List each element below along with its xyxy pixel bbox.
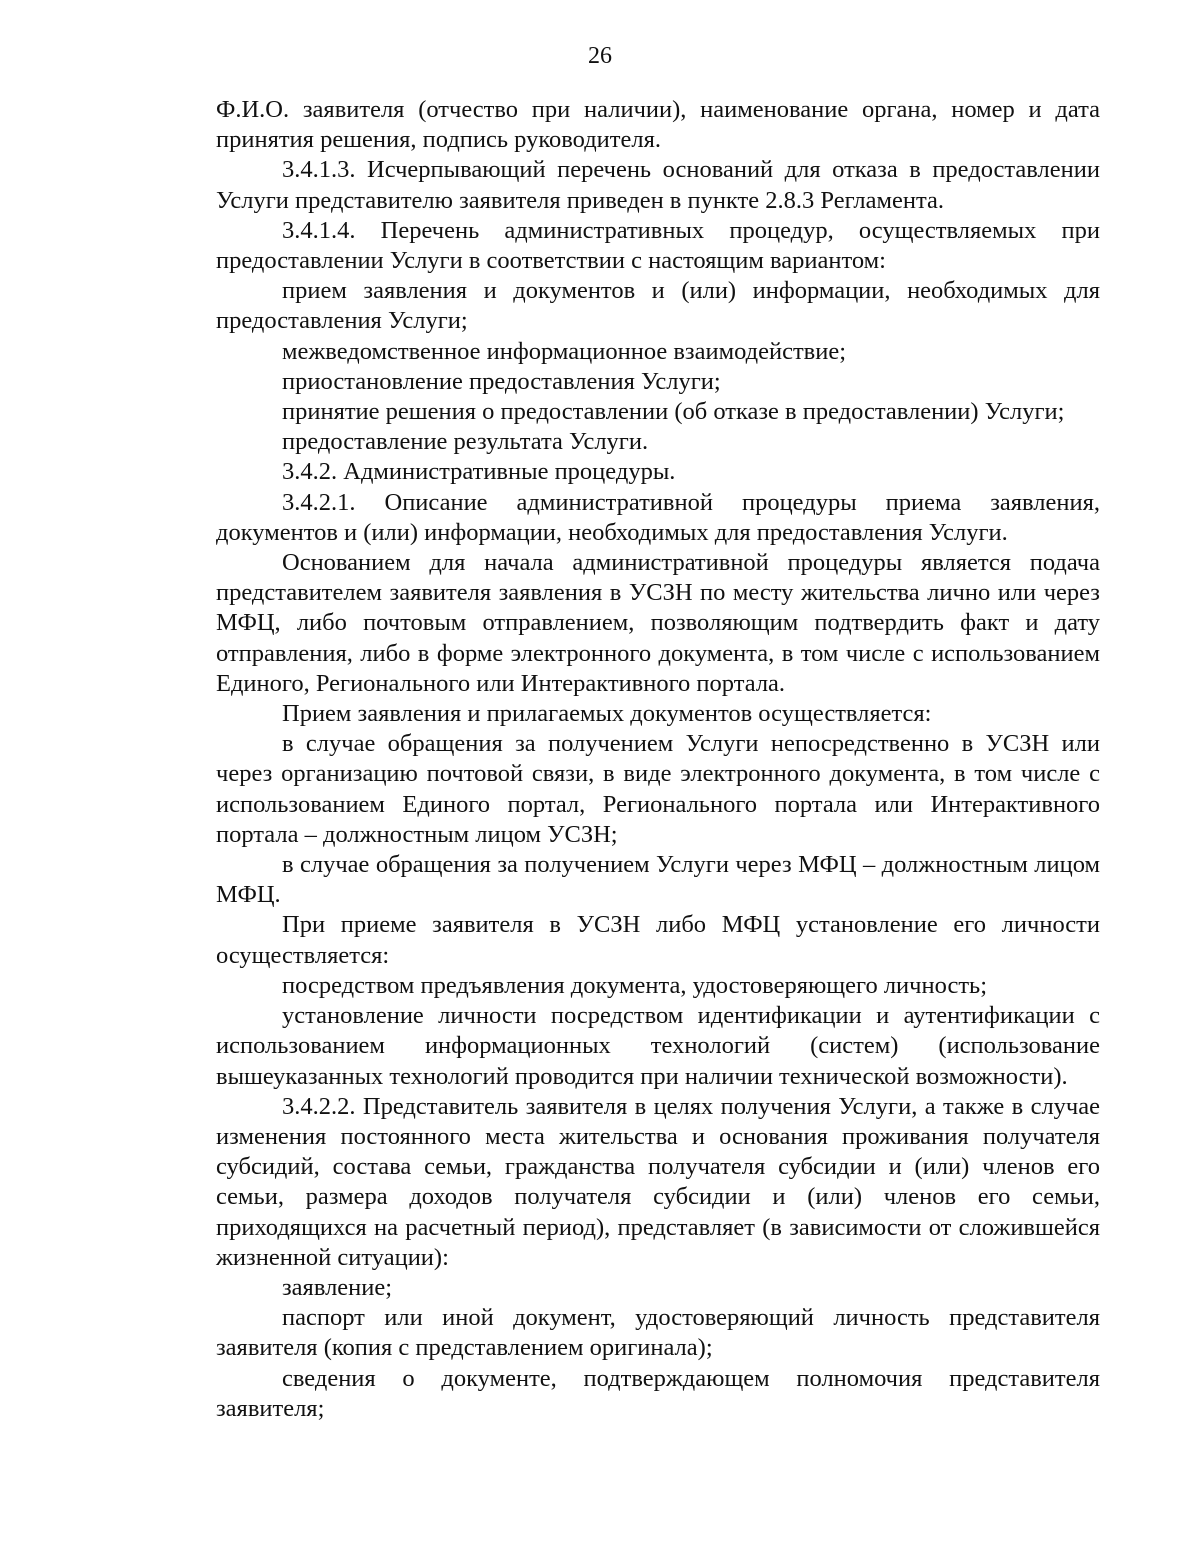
paragraph: посредством предъявления документа, удостоверяющего личность; <box>282 971 988 999</box>
paragraph: 3.4.1.3. Исчерпывающий перечень оснований для отказа в предоставлении Услуги представителю заявителя приведен в пункте 2.8.3 Регламента. <box>216 156 1100 214</box>
paragraph: 3.4.2.1. Описание административной процедуры приема заявления, документов и (или) информации, необходимых для предоставления Услуги. <box>216 488 1100 546</box>
paragraph: Основанием для начала административной процедуры является подача представителем заявителя заявления в УСЗН по месту жительства лично или через МФЦ, либо почтовым отправлением, позволяющим подтвердить факт и дату отправления, либо в форме электронного документа, в том числе с использованием Единого, Регионального или Интерактивного портала. <box>216 549 1100 697</box>
paragraph: При приеме заявителя в УСЗН либо МФЦ установление его личности осуществляется: <box>216 911 1100 969</box>
paragraph: заявление; <box>282 1273 393 1301</box>
paragraph: приостановление предоставления Услуги; <box>282 367 721 395</box>
paragraph: предоставление результата Услуги. <box>282 428 649 456</box>
paragraph: сведения о документе, подтверждающем полномочия представителя заявителя; <box>216 1364 1100 1422</box>
paragraph: Ф.И.О. заявителя (отчество при наличии), наименование органа, номер и дата принятия решения, подпись руководителя. <box>216 96 1100 154</box>
page-number: 26 <box>588 43 612 69</box>
paragraph: принятие решения о предоставлении (об отказе в предоставлении) Услуги; <box>282 398 1065 426</box>
paragraph: Прием заявления и прилагаемых документов осуществляется: <box>282 700 932 728</box>
paragraph: 3.4.1.4. Перечень административных процедур, осуществляемых при предоставлении Услуги в соответствии с настоящим вариантом: <box>216 216 1100 275</box>
document-body <box>216 95 1100 1424</box>
paragraph: межведомственное информационное взаимодействие; <box>282 337 847 365</box>
paragraph: паспорт или иной документ, удостоверяющий личность представителя заявителя (копия с представлением оригинала); <box>216 1304 1100 1362</box>
paragraph: установление личности посредством идентификации и аутентификации с использованием информационных технологий (систем) (использование вышеуказанных технологий проводится при наличии технической возможности). <box>216 1002 1100 1090</box>
paragraph: прием заявления и документов и (или) информации, необходимых для предоставления Услуги; <box>216 277 1100 335</box>
paragraph: 3.4.2. Административные процедуры. <box>282 458 676 486</box>
paragraph: 3.4.2.2. Представитель заявителя в целях получения Услуги, а также в случае изменения постоянного места жительства и основания проживания получателя субсидий, состава семьи, гражданства получателя субсидии и (или) членов его семьи, размера доходов получателя субсидии и (или) членов его семьи, приходящихся на расчетный период), представляет (в зависимости от сложившейся жизненной ситуации): <box>216 1092 1100 1271</box>
paragraph: в случае обращения за получением Услуги через МФЦ – должностным лицом МФЦ. <box>216 851 1100 909</box>
paragraph: в случае обращения за получением Услуги непосредственно в УСЗН или через организацию почтовой связи, в виде электронного документа, в том числе с использованием Единого портал, Регионального портала или Интерактивного портала – должностным лицом УСЗН; <box>216 730 1100 848</box>
